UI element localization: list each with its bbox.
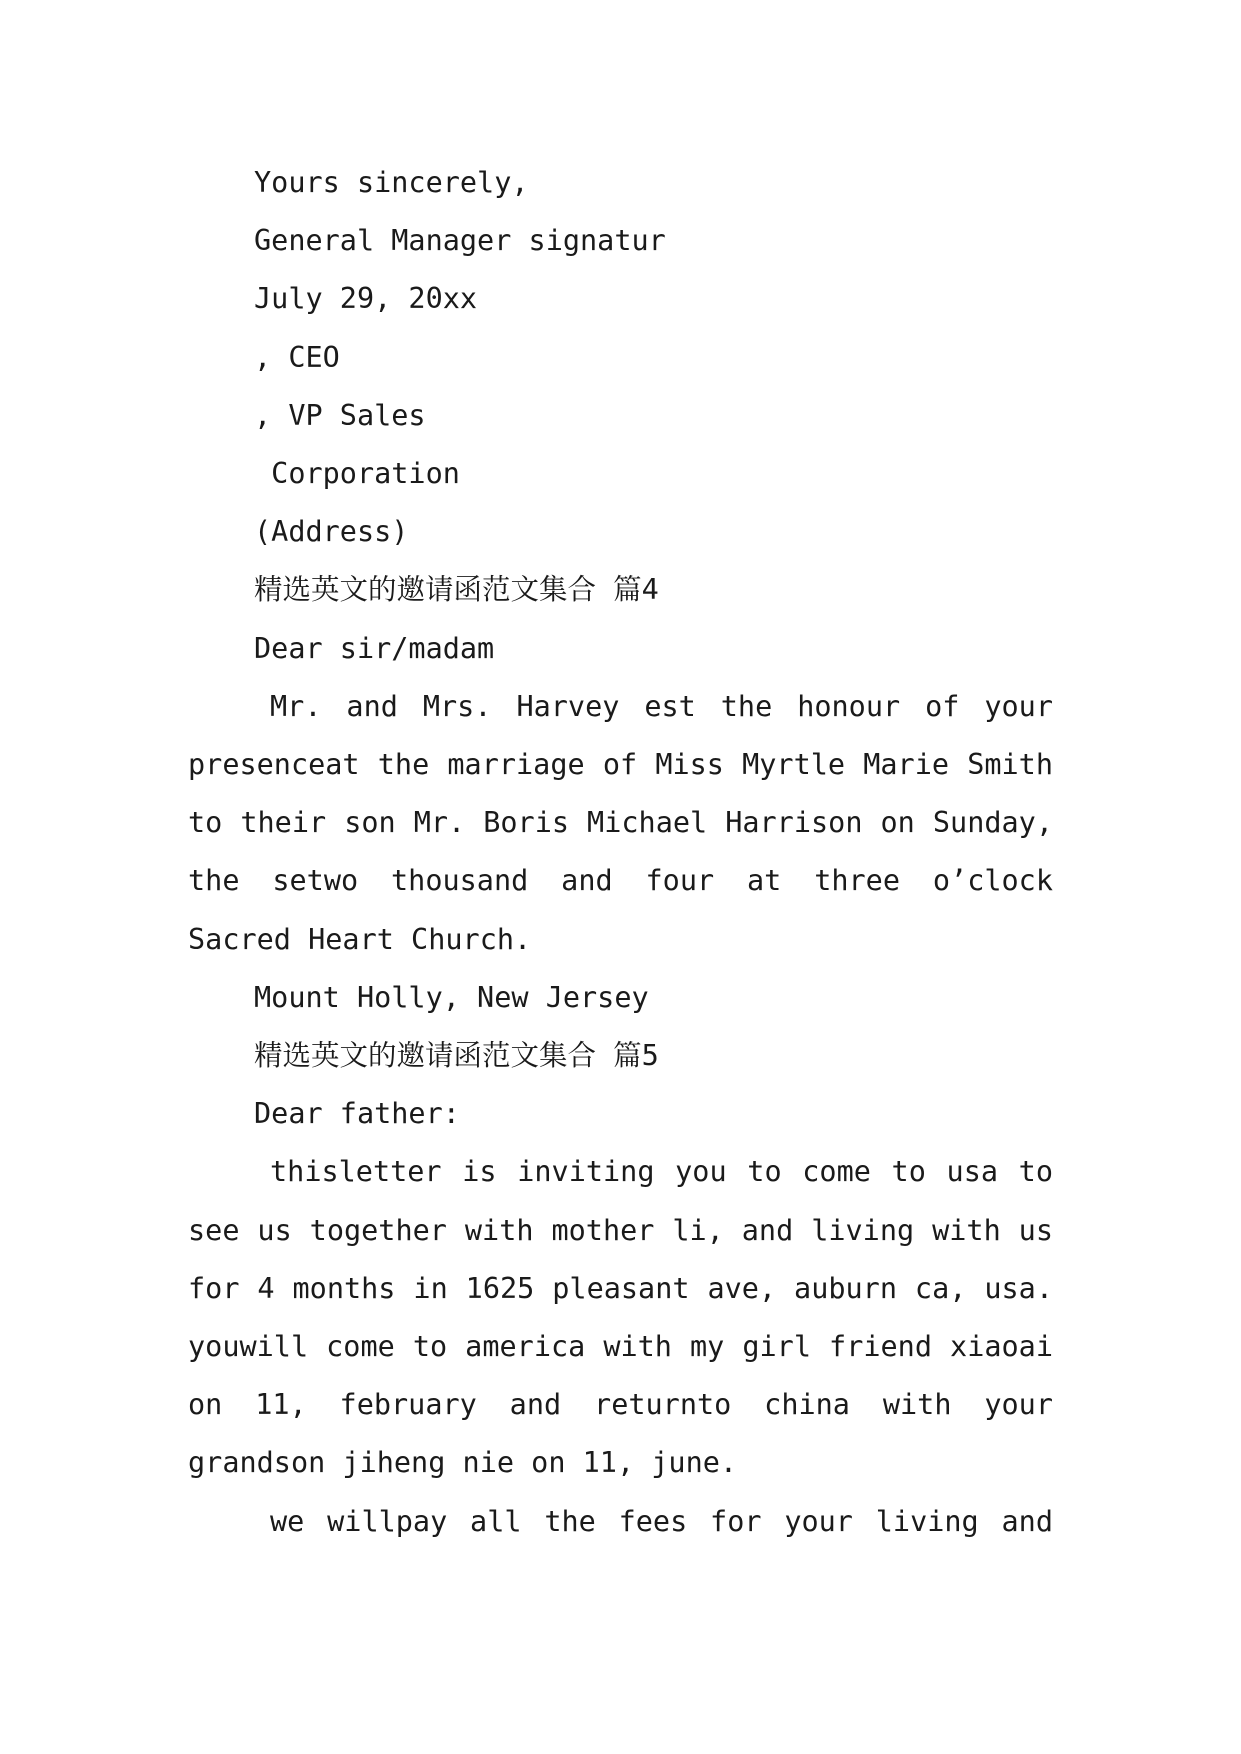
address-line: (Address) (254, 515, 409, 549)
ceo-line: , CEO (254, 340, 340, 374)
corporation-line: Corporation (254, 457, 460, 491)
closing-line: Yours sincerely, (254, 166, 529, 199)
section-heading-5: 精选英文的邀请函范文集合 篇5 (254, 1039, 659, 1073)
salutation-father-line: Dear father: (254, 1097, 460, 1131)
father-invitation-paragraph: thisletter is inviting you to come to usa to see us together with mother li, and living with us for 4 months in 1625 pleasant ave, auburn ca, usa. youwill come to america with my girl friend xiaoai on 11, february and returnto china with your grandson jiheng nie on 11, june. (188, 1155, 1071, 1480)
document-page (188, 154, 1071, 1551)
section-heading-4: 精选英文的邀请函范文集合 篇4 (254, 573, 659, 607)
location-line: Mount Holly, New Jersey (254, 980, 649, 1014)
father-fees-paragraph: we willpay all the fees for your living and (270, 1504, 1053, 1538)
date-line: July 29, 20xx (254, 282, 478, 316)
salutation-line: Dear sir/madam (254, 631, 495, 665)
vp-sales-line: , VP Sales (254, 398, 426, 432)
wedding-invitation-paragraph: Mr. and Mrs. Harvey est the honour of your presenceat the marriage of Miss Myrtle Marie Smith to their son Mr. Boris Michael Harrison on Sunday, the setwo thousand and four at three o’clock Sacred Heart Church. (188, 689, 1071, 956)
signature-line: General Manager signatur (254, 224, 666, 258)
